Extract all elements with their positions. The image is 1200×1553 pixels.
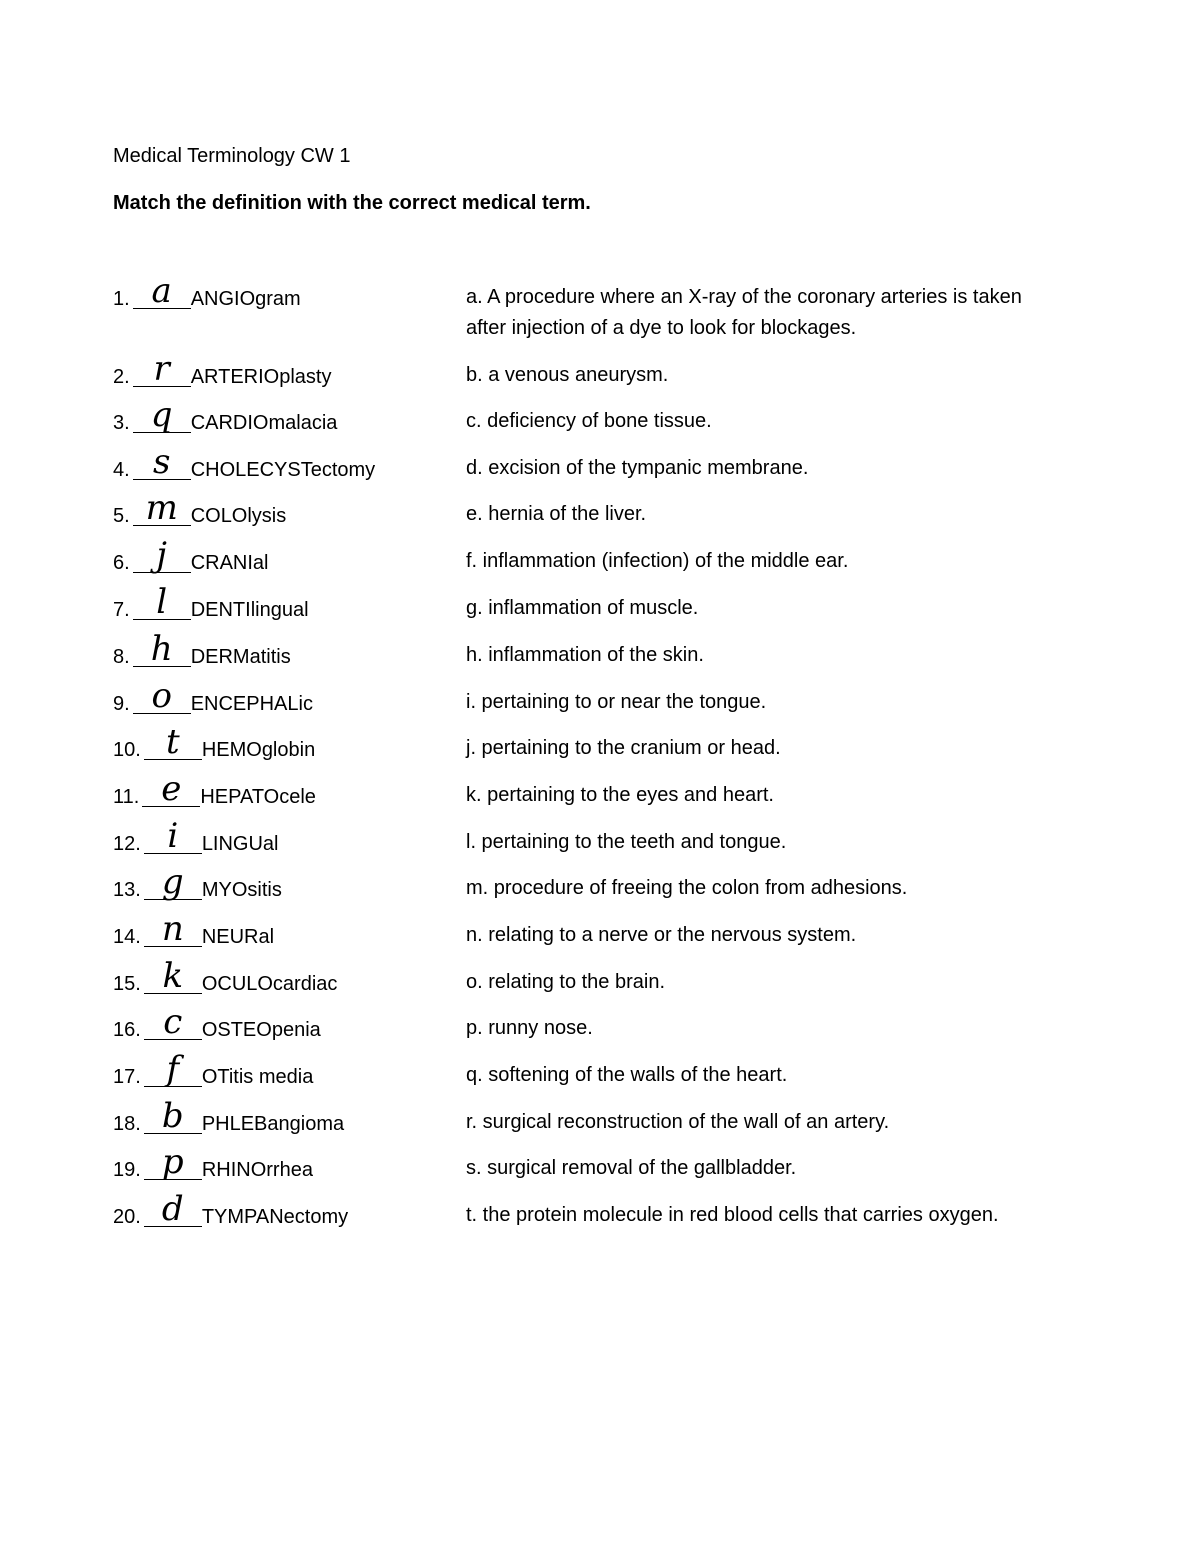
definition-item: m. procedure of freeing the colon from adhesions. [466,877,908,899]
term-number: 11. [113,786,140,808]
definition-item: s. surgical removal of the gallbladder. [466,1157,797,1179]
handwritten-answer: h [150,629,173,669]
term-row [113,676,313,717]
answer-blank[interactable] [144,862,202,902]
handwritten-answer: k [162,956,184,996]
instructions: Match the definition with the correct medical term. [113,192,591,214]
page-title: Medical Terminology CW 1 [113,145,351,167]
answer-blank[interactable] [133,582,191,622]
answer-blank[interactable] [133,349,191,389]
handwritten-answer: i [167,816,179,856]
term-row [113,1142,313,1183]
term-text: HEMOglobin [201,739,316,761]
definition-item: f. inflammation (infection) of the middle ear. [466,550,849,572]
handwritten-answer: q [150,395,173,435]
term-number: 12. [113,833,141,855]
term-text: DERMatitis [190,646,291,668]
definition-item: k. pertaining to the eyes and heart. [466,784,774,806]
term-number: 6. [113,552,130,574]
handwritten-answer: n [161,909,184,949]
term-number: 19. [113,1159,141,1181]
term-text: COLOlysis [190,505,287,527]
term-row [113,722,316,763]
term-row [113,1189,349,1230]
term-number: 7. [113,599,130,621]
term-text: OSTEOpenia [201,1019,321,1041]
term-text: RHINOrrhea [201,1159,313,1181]
term-text: OTitis media [201,1066,314,1088]
definition-item: d. excision of the tympanic membrane. [466,457,809,479]
definition-item [466,282,1106,344]
term-number: 5. [113,505,130,527]
term-text: HEPATOcele [200,786,316,808]
answer-blank[interactable] [142,769,200,809]
term-number: 3. [113,412,130,434]
definition-item: q. softening of the walls of the heart. [466,1064,788,1086]
definition-item: b. a venous aneurysm. [466,364,669,386]
handwritten-answer: l [156,582,168,622]
answer-blank[interactable] [133,676,191,716]
term-number: 10. [113,739,141,761]
term-text: OCULOcardiac [201,973,338,995]
definition-item: h. inflammation of the skin. [466,644,704,666]
term-row [113,1096,345,1137]
answer-blank[interactable] [144,1189,202,1229]
answer-blank[interactable] [144,722,202,762]
answer-blank[interactable] [133,629,191,669]
definition-item: i. pertaining to or near the tongue. [466,691,767,713]
term-text: PHLEBangioma [201,1113,345,1135]
term-number: 18. [113,1113,141,1135]
handwritten-answer: o [151,676,172,716]
term-number: 17. [113,1066,141,1088]
answer-blank[interactable] [144,1049,202,1089]
term-row [113,629,291,670]
term-row [113,956,338,997]
term-row [113,442,376,483]
term-row [113,488,287,529]
handwritten-answer: j [156,535,167,575]
term-text: DENTIlingual [190,599,309,621]
term-number: 2. [113,366,130,388]
definition-item: r. surgical reconstruction of the wall of an artery. [466,1111,890,1133]
term-row [113,1049,314,1090]
handwritten-answer: b [161,1096,184,1136]
definition-item: o. relating to the brain. [466,971,666,993]
definition-item: t. the protein molecule in red blood cells that carries oxygen. [466,1204,999,1226]
handwritten-answer: a [151,271,172,311]
answer-blank[interactable] [133,271,191,311]
term-number: 15. [113,973,141,995]
term-number: 8. [113,646,130,668]
definition-item: e. hernia of the liver. [466,503,647,525]
definition-item: n. relating to a nerve or the nervous system. [466,924,857,946]
definition-item: c. deficiency of bone tissue. [466,410,712,432]
answer-blank[interactable] [144,1142,202,1182]
handwritten-answer: p [161,1142,184,1182]
term-row [113,769,316,810]
term-row [113,349,332,390]
handwritten-answer: f [166,1049,180,1089]
answer-blank[interactable] [133,395,191,435]
term-number: 4. [113,459,130,481]
handwritten-answer: s [152,442,171,482]
handwritten-answer: d [161,1189,184,1229]
term-row [113,1002,321,1043]
term-text: ARTERIOplasty [190,366,332,388]
answer-blank[interactable] [144,956,202,996]
term-text: CRANIal [190,552,269,574]
handwritten-answer: m [145,488,178,528]
term-text: LINGUal [201,833,279,855]
term-text: CHOLECYSTectomy [190,459,376,481]
term-number: 9. [113,693,130,715]
term-number: 13. [113,879,141,901]
answer-blank[interactable] [133,535,191,575]
term-row [113,582,309,623]
term-row [113,816,279,857]
term-row [113,271,301,312]
handwritten-answer: t [165,722,180,762]
term-text: CARDIOmalacia [190,412,338,434]
definition-continuation: after injection of a dye to look for blockages. [466,317,857,339]
handwritten-answer: g [161,862,184,902]
term-text: TYMPANectomy [201,1206,349,1228]
term-row [113,909,275,950]
handwritten-answer: c [163,1002,183,1042]
term-text: MYOsitis [201,879,282,901]
definition-item: p. runny nose. [466,1017,593,1039]
term-text: NEURal [201,926,275,948]
answer-blank[interactable] [144,1002,202,1042]
term-text: ENCEPHALic [190,693,313,715]
answer-blank[interactable] [144,909,202,949]
term-number: 20. [113,1206,141,1228]
answer-blank[interactable] [133,442,191,482]
answer-blank[interactable] [144,816,202,856]
term-number: 16. [113,1019,141,1041]
handwritten-answer: r [153,349,170,389]
answer-blank[interactable] [144,1096,202,1136]
handwritten-answer: e [161,769,182,809]
term-row [113,395,338,436]
definition-text: a. A procedure where an X-ray of the coronary arteries is taken [466,286,1022,308]
term-number: 1. [113,288,130,310]
definition-item: j. pertaining to the cranium or head. [466,737,781,759]
term-number: 14. [113,926,141,948]
answer-blank[interactable] [133,488,191,528]
term-row [113,862,282,903]
definition-item: g. inflammation of muscle. [466,597,699,619]
term-row [113,535,269,576]
definition-item: l. pertaining to the teeth and tongue. [466,831,787,853]
term-text: ANGIOgram [190,288,301,310]
